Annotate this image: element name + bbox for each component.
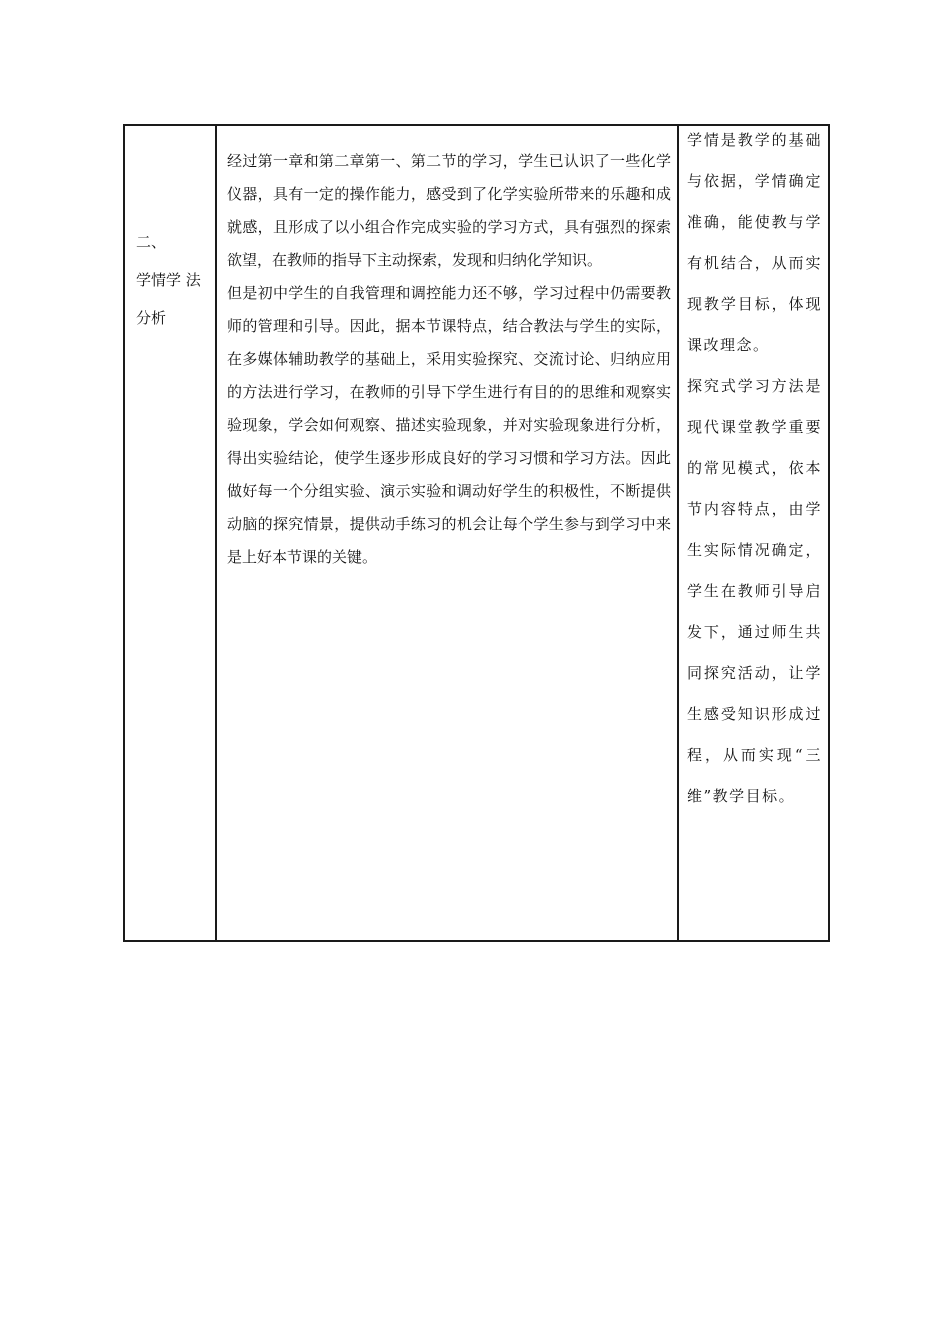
- design-notes-cell: [678, 125, 829, 941]
- analysis-body: [217, 126, 677, 574]
- section-title-line2: 分析: [136, 309, 167, 327]
- section-label-cell: [124, 125, 216, 941]
- body-paragraph-2: 但是初中学生的自我管理和调控能力还不够，学习过程中仍需要教师的管理和引导。因此，据本节课特点，结合教法与学生的实际，在多媒体辅助教学的基础上，采用实验探究、交流讨论、归纳应用的方法进行学习，在教师的引导下学生进行有目的的思维和观察实验现象，学会如何观察、描述实验现象，并对实验现象进行分析，得出实验结论，使学生逐步形成良好的学习习惯和学习方法。因此做好每一个分组实验、演示实验和调动好学生的积极性，不断提供动脑的探究情景，提供动手练习的机会让每个学生参与到学习中来是上好本节课的关键。: [227, 284, 671, 566]
- analysis-table: [123, 124, 830, 942]
- section-label: [125, 126, 215, 337]
- analysis-body-cell: [216, 125, 678, 941]
- body-paragraph-1: 经过第一章和第二章第一、第二节的学习，学生已认识了一些化学仪器，具有一定的操作能力，感受到了化学实验所带来的乐趣和成就感，且形成了以小组合作完成实验的学习方式，具有强烈的探索欲望，在教师的指导下主动探索，发现和归纳化学知识。: [227, 152, 671, 269]
- analysis-row: [124, 125, 829, 941]
- section-number: 二、: [136, 233, 167, 251]
- design-notes: [679, 120, 828, 817]
- note-paragraph-2: 探究式学习方法是现代课堂教学重要的常见模式，依本节内容特点，由学生实际情况确定，学生在教师引导启发下，通过师生共同探究活动，让学生感受知识形成过程，从而实现“三维”教学目标。: [687, 377, 822, 805]
- note-paragraph-1: 学情是教学的基础与依据，学情确定准确，能使教与学有机结合，从而实现教学目标，体现课改理念。: [687, 131, 822, 354]
- section-title-line1: 学情学 法: [136, 271, 201, 289]
